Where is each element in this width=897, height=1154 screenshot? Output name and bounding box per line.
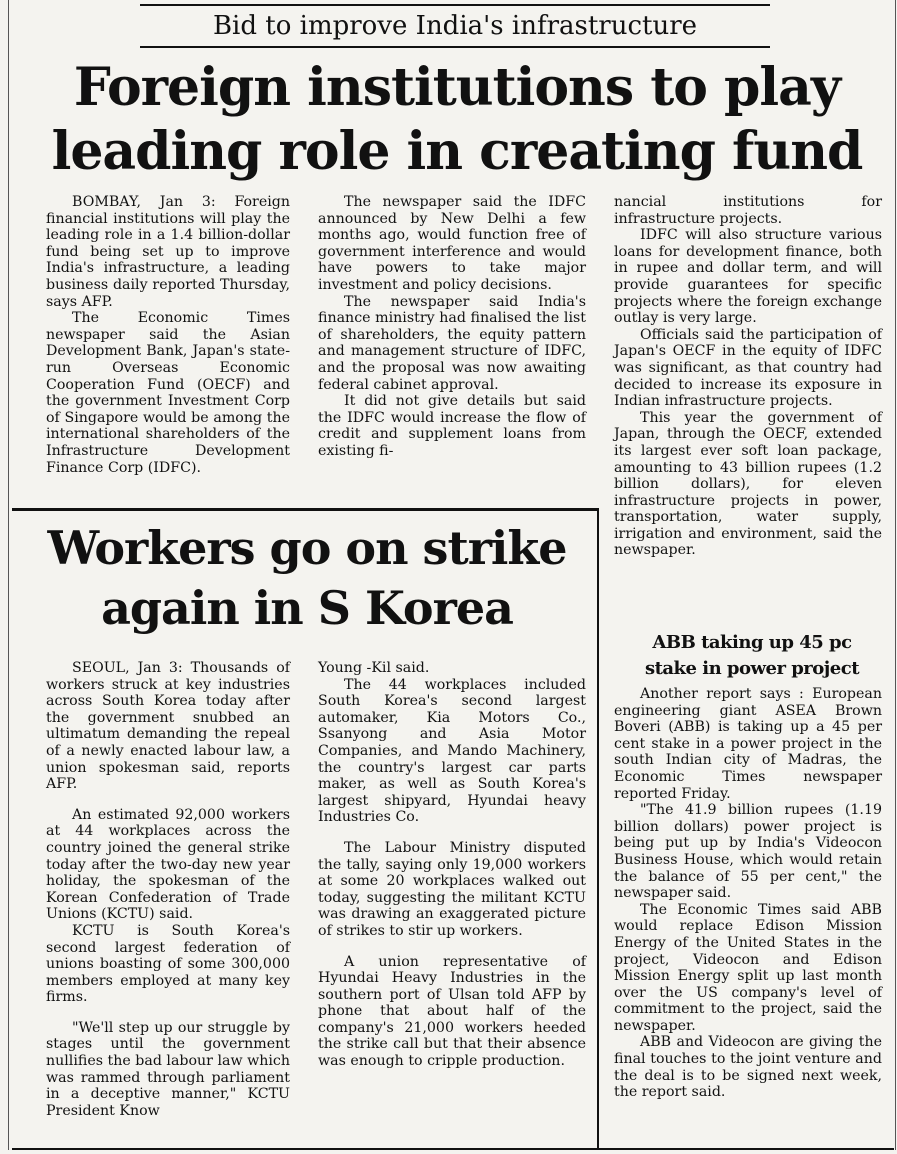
headline-line: Foreign institutions to play xyxy=(73,57,841,118)
column-divider xyxy=(597,508,599,1148)
headline-line: ABB taking up 45 pc xyxy=(652,632,852,653)
section-divider xyxy=(12,508,598,511)
headline-foreign-institutions xyxy=(22,56,892,184)
paragraph: The Economic Times newspaper said the Asian Development Bank, Japan's state-run Overseas Economic Cooperation Fund (OECF) and the government Investment Corp of Singapore would be among the international shareholders of the Infrastructure Development Finance Corp (IDFC). xyxy=(46,310,290,476)
headline-line: Workers go on strike xyxy=(47,521,567,575)
paragraph: ABB and Videocon are giving the final touches to the joint venture and the deal is to be signed next week, the report said. xyxy=(614,1034,882,1101)
paragraph: The newspaper said India's finance ministry had finalised the list of shareholders, the equity pattern and management structure of IDFC, and the proposal was now awaiting federal cabinet approval. xyxy=(318,293,586,393)
paragraph: This year the government of Japan, through the OECF, extended its largest ever soft loan package, amounting to 43 billion rupees (1.2 billion dollars), for eleven infrastructure projects in power, transportation, water supply, irrigation and environment, said the newspaper. xyxy=(614,409,882,559)
paragraph: It did not give details but said the IDFC would increase the flow of credit and supplement loans from existing fi- xyxy=(318,393,586,459)
paragraph: The 44 workplaces included South Korea's second largest automaker, Kia Motors Co., Ssanyong and Asia Motor Companies, and Mando Machinery, the country's largest car parts maker, as well as South Korea's largest shipyard, Hyundai heavy Industries Co. xyxy=(318,676,586,826)
paragraph: IDFC will also structure various loans for development finance, both in rupee and dollar term, and will provide guarantees for specific projects where the foreign exchange outlay is very large. xyxy=(614,227,882,327)
story2-column-1 xyxy=(46,660,290,1119)
paragraph: KCTU is South Korea's second largest federation of unions boasting of some 300,000 members employed at many key firms. xyxy=(46,922,290,1006)
paragraph: BOMBAY, Jan 3: Foreign financial institutions will play the leading role in a 1.4 billion-dollar fund being set up to improve India's infrastructure, a leading business daily reported Thursday, says AFP. xyxy=(46,194,290,310)
paragraph: "We'll step up our struggle by stages until the government nullifies the bad labour law which was rammed through parliament in a deceptive manner," KCTU President Know xyxy=(46,1019,291,1119)
headline-line: again in S Korea xyxy=(101,581,513,635)
paragraph: The Labour Ministry disputed the tally, saying only 19,000 workers at some 20 workplaces walked out today, suggesting the militant KCTU was drawing an exaggerated picture of strikes to stir up workers. xyxy=(318,839,586,939)
story1-column-1 xyxy=(46,194,290,476)
story3-column xyxy=(614,686,882,1101)
paragraph: SEOUL, Jan 3: Thousands of workers struck at key industries across South Korea today after the government snubbed an ultimatum demanding the repeal of a newly enacted labour law, a union spokesman said, reports AFP. xyxy=(46,660,290,793)
story1-column-3 xyxy=(614,194,882,559)
paragraph: Officials said the participation of Japan's OECF in the equity of IDFC was significant, as that country had decided to increase its exposure in Indian infrastructure projects. xyxy=(614,326,882,410)
paragraph: An estimated 92,000 workers at 44 workplaces across the country joined the general strike today after the two-day new year holiday, the spokesman of the Korean Confederation of Trade Unions (KCTU) said. xyxy=(46,806,290,923)
story2-column-2 xyxy=(318,660,586,1070)
paragraph: Young -Kil said. xyxy=(318,660,430,676)
headline-line: stake in power project xyxy=(644,658,860,679)
story1-column-2 xyxy=(318,194,586,460)
headline-abb-stake xyxy=(612,630,892,682)
paragraph: The Economic Times said ABB would replace Edison Mission Energy of the United States in the project, Videocon and Edison Mission Energy split up last month over the US company's level of commitment to the project, said the newspaper. xyxy=(614,901,882,1034)
headline-workers-strike xyxy=(22,518,592,638)
bottom-rule xyxy=(12,1148,894,1150)
paragraph: "The 41.9 billion rupees (1.19 billion dollars) power project is being put up by India's Videocon Business House, which would retain the balance of 55 per cent," the newspaper said. xyxy=(614,802,882,902)
kicker-heading: Bid to improve India's infrastructure xyxy=(140,4,770,48)
paragraph: nancial institutions for infrastructure projects. xyxy=(614,194,882,227)
paragraph: Another report says : European engineering giant ASEA Brown Boveri (ABB) is taking up a 45 per cent stake in a power project in the south Indian city of Madras, the Economic Times newspaper reported Friday. xyxy=(614,686,882,802)
paragraph: A union representative of Hyundai Heavy Industries in the southern port of Ulsan told AFP by phone that about half of the company's 21,000 workers heeded the strike call but that their absence was enough to cripple production. xyxy=(318,953,586,1070)
paragraph: The newspaper said the IDFC announced by New Delhi a few months ago, would function free of government interference and would have powers to take major investment and policy decisions. xyxy=(318,194,586,293)
headline-line: leading role in creating fund xyxy=(51,121,863,182)
